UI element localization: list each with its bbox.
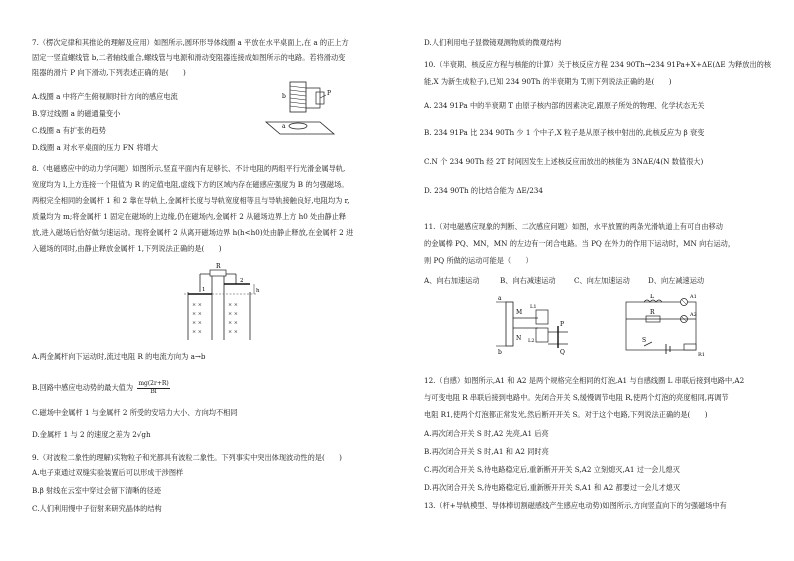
q7-label-p: P xyxy=(327,90,332,97)
q11-label-n: N xyxy=(516,335,522,342)
q8-option-c: C.磁场中金属杆 1 与金属杆 2 所受的安培力大小、方向均不相同 xyxy=(32,408,238,417)
q12-label-l: L xyxy=(650,294,654,300)
q10-option-c: C.N 个 234 90Th 经 2T 时间因发生上述核反应而放出的核能为 3NΔE/4(N 数值很大) xyxy=(424,157,704,166)
svg-text:× ×: × × xyxy=(192,302,202,308)
q11-option-b: B、向右减速运动 xyxy=(500,276,556,285)
q11-line3: 则 PQ 所做的运动可能是（ ） xyxy=(424,256,533,265)
q12-line1: 12.（自感）如图所示,A1 和 A2 是两个规格完全相同的灯泡,A1 与自感线圈 L 串联后接到电路中,A2 xyxy=(424,376,745,385)
q11-option-c: C、向左加速运动 xyxy=(574,276,630,285)
q11-line1: 11.（对电磁感应现象的判断、二次感应问题）如图，水平放置的两条光滑轨道上有可自由移动 xyxy=(424,222,723,231)
q9-option-a: A.电子束通过双缝实验装置后可以形成干涉图样 xyxy=(32,468,184,477)
svg-text:× ×: × × xyxy=(228,320,238,326)
q12-figure-circuit xyxy=(604,294,714,360)
q7-label-b: b xyxy=(282,93,286,100)
q8-label-1: 1 xyxy=(202,287,206,293)
q7-option-a: A.线圈 a 中将产生俯视顺时针方向的感应电流 xyxy=(32,92,178,101)
svg-text:× ×: × × xyxy=(228,302,238,308)
q12-option-a: A.再次闭合开关 S 时,A2 先亮,A1 后亮 xyxy=(424,429,549,438)
q12-label-a2: A2 xyxy=(690,312,697,318)
q7-option-c: C.线圈 a 有扩张的趋势 xyxy=(32,126,106,135)
q8-line1: 8.（电磁感应中的动力学问题）如图所示,竖直平面内有足够长、不计电阻的两组平行光滑金属导轨, xyxy=(32,164,346,173)
q7-option-d: D.线圈 a 对水平桌面的压力 FN 将增大 xyxy=(32,143,158,152)
q10-option-d: D. 234 90Th 的比结合能为 ΔE/234 xyxy=(424,186,543,195)
q8-option-a: A.两金属杆向下运动时,流过电阻 R 的电流方向为 a→b xyxy=(32,352,206,361)
svg-text:× ×: × × xyxy=(192,311,202,317)
q11-option-a: A、向右加速运动 xyxy=(424,276,480,285)
q12-option-c: C.再次闭合开关 S,待电路稳定后,重新断开开关 S,A2 立刻熄灭,A1 过一会儿熄灭 xyxy=(424,465,680,474)
q8-option-d: D.金属杆 1 与 2 的速度之差为 2√gh xyxy=(32,430,151,439)
q8-option-b-fraction xyxy=(137,381,169,395)
q7-stem-line2: 固定一竖直螺线管 b,二者轴线重合,螺线管与电源和滑动变阻器连接成如图所示的电路。若将滑动变 xyxy=(32,53,346,62)
q12-line2: 与可变电阻 R 串联后接到电路中。先闭合开关 S,缓慢调节电阻 R,使两个灯泡的亮度相同,再调节 xyxy=(424,393,729,402)
q8-fraction-denominator: Bl xyxy=(150,387,157,395)
q13-line1: 13.（杆+导轨模型、导体棒切割磁感线产生感应电动势)如图所示,方向竖直向下的匀强磁场中有 xyxy=(424,501,727,510)
q10-line1: 10.（半衰期、核反应方程与核能的计算）关于核反应方程 234 90Th→234 91Pa+X+ΔE(ΔE 为释放出的核 xyxy=(424,60,772,69)
q12-option-d: D.再次闭合开关 S,待电路稳定后,重新断开开关 S,A1 和 A2 都要过一会儿才熄灭 xyxy=(424,483,681,492)
q12-label-r: R xyxy=(650,309,655,316)
q8-figure xyxy=(180,262,280,342)
svg-text:× ×: × × xyxy=(192,320,202,326)
q10-option-a: A. 234 91Pa 中的半衰期 T 由原子核内部的因素决定,跟原子所处的物理、化学状态无关 xyxy=(424,101,705,110)
q7-stem-line3: 阻器的滑片 P 向下滑动,下列表述正确的是( ) xyxy=(32,68,186,77)
q8-label-2: 2 xyxy=(240,278,244,284)
q9-line1: 9.（对波粒二象性的理解)实物粒子和光都具有波粒二象性。下列事实中突出体现波动性的是( ) xyxy=(32,453,342,462)
q11-label-q: Q xyxy=(560,349,565,356)
q7-option-b: B.穿过线圈 a 的磁通量变小 xyxy=(32,109,121,118)
q8-fraction-numerator: mg(2r+R) xyxy=(138,380,169,387)
q11-figure-rails xyxy=(486,296,582,360)
q11-label-l1: L1 xyxy=(530,304,537,310)
q8-option-b-text: B.回路中感应电动势的最大值为 xyxy=(32,383,134,393)
q11-label-a: a xyxy=(498,296,502,302)
svg-text:× ×: × × xyxy=(228,311,238,317)
q8-line2: 宽度均为 l,上方连接一个阻值为 R 的定值电阻,虚线下方的区域内存在磁感应强度为 B 的匀强磁场。 xyxy=(32,180,349,189)
q7-figure xyxy=(260,78,340,136)
q7-label-a: a xyxy=(282,123,286,130)
q10-option-b: B. 234 91Pa 比 234 90Th 少 1 个中子,X 粒子是从原子核中射出的,此核反应为 β 衰变 xyxy=(424,128,705,137)
q11-label-l2: L2 xyxy=(528,338,535,344)
q8-option-b xyxy=(32,381,170,395)
q8-line6: 入磁场的同时,由静止释放金属杆 1,下列说法正确的是( ) xyxy=(32,244,222,253)
svg-text:× ×: × × xyxy=(192,329,202,335)
q10-line2: 能,X 为新生成粒子),已知 234 90Th 的半衰期为 T,则下列说法正确的是( ) xyxy=(424,77,672,86)
q9-option-b: B.β 射线在云室中穿过会留下清晰的径迹 xyxy=(32,486,162,495)
q8-line5: 放,进入磁场后恰好做匀速运动。现将金属杆 2 从离开磁场边界 h(h<h0)处由静止释放,在金属杆 2 进 xyxy=(32,228,354,237)
q11-line2: 的金属棒 PQ、MN，MN 的左边有一闭合电路。当 PQ 在外力的作用下运动时，MN 向右运动， xyxy=(424,239,736,248)
q9-option-c: C.人们利用慢中子衍射来研究晶体的结构 xyxy=(32,504,162,513)
svg-text:× ×: × × xyxy=(228,329,238,335)
q12-line3: 电阻 R1,使两个灯泡都正常发光,然后断开开关 S。对于这个电路,下列说法正确的是( ) xyxy=(424,410,708,419)
q8-line3: 两根完全相同的金属杆 1 和 2 靠在导轨上,金属杆长度与导轨宽度相等且与导轨接触良好,电阻均为 r, xyxy=(32,196,350,205)
q11-option-d: D、向左减速运动 xyxy=(648,276,705,285)
q11-label-b: b xyxy=(498,349,502,356)
q11-label-m: M xyxy=(516,309,523,316)
q12-label-a1: A1 xyxy=(690,294,697,300)
q9-option-d: D.人们利用电子显微镜观测物质的微观结构 xyxy=(424,38,562,47)
q11-label-p: P xyxy=(560,321,565,328)
q8-label-r: R xyxy=(216,263,221,270)
q12-option-b: B.再次闭合开关 S 时,A1 和 A2 同时亮 xyxy=(424,447,549,456)
q12-label-r1: R1 xyxy=(698,352,705,358)
q7-stem-line1: 7.（楞次定律和其推论的理解及应用）如图所示,圆环形导体线圈 a 平放在水平桌面上,在 a 的正上方 xyxy=(32,38,349,47)
q8-label-h: h xyxy=(256,288,260,294)
q8-line4: 质量均为 m;将金属杆 1 固定在磁场的上边缘,仍在磁场内,金属杆 2 从磁场边界上方 h0 处由静止释 xyxy=(32,212,347,221)
q12-label-s: S xyxy=(642,337,647,344)
